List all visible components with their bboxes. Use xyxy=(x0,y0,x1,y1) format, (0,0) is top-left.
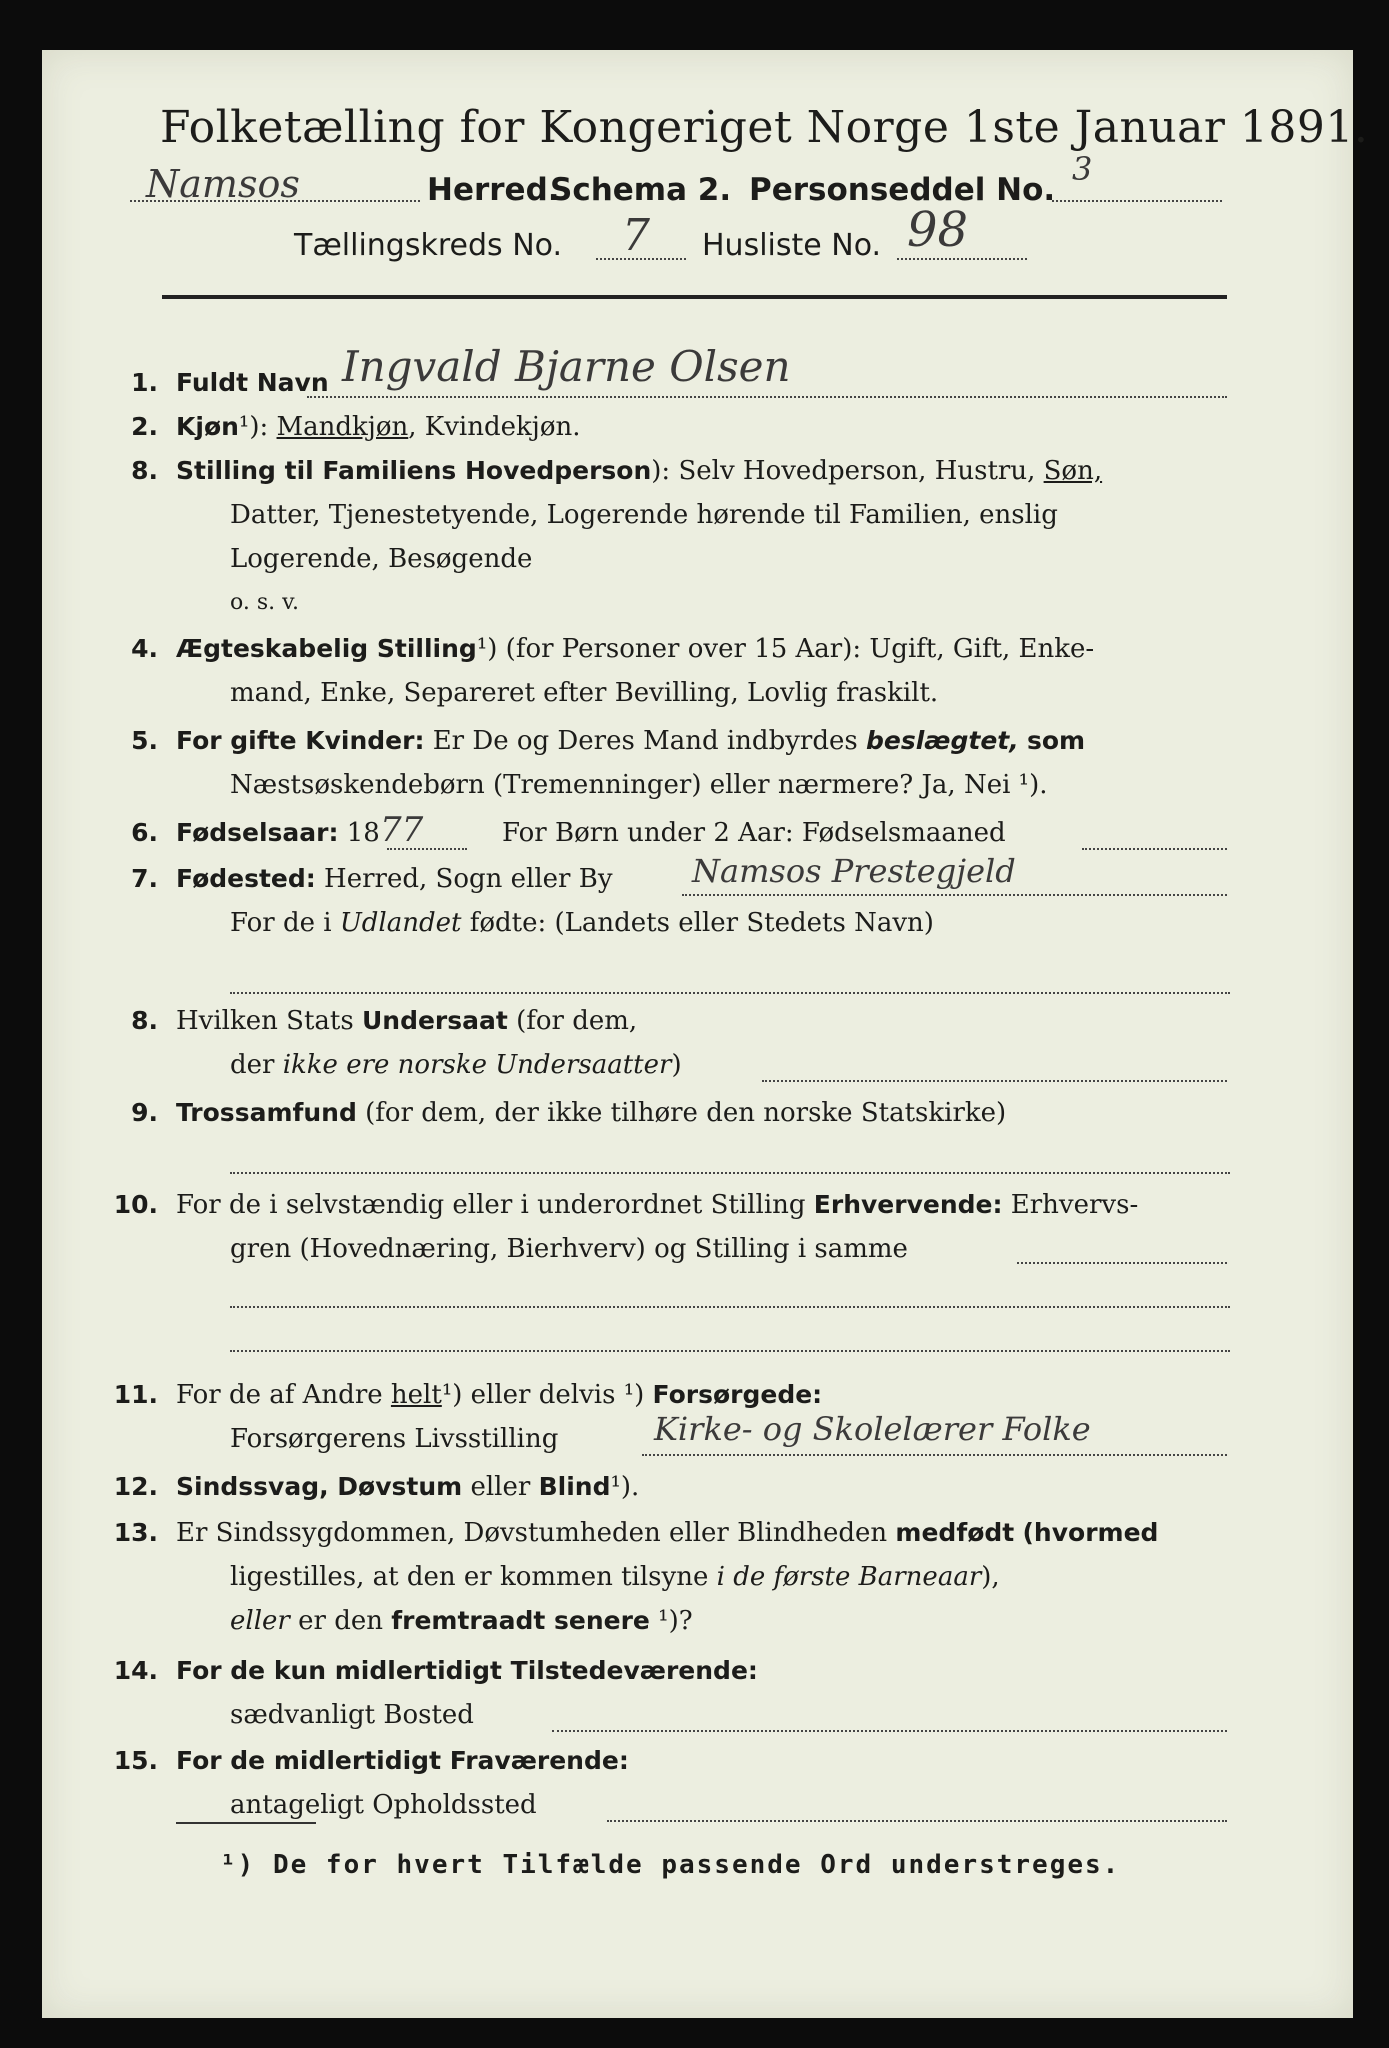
birthplace-dotted-line xyxy=(682,894,1227,896)
item-text: (for dem, xyxy=(516,1006,638,1036)
item-label: Erhvervende: xyxy=(813,1190,1003,1219)
item-label: Fuldt Navn xyxy=(176,368,329,397)
item-text: ) xyxy=(671,1050,682,1080)
item-label: Fødselsaar: xyxy=(176,818,339,847)
item-number: 9. xyxy=(131,1098,158,1127)
item-number: 6. xyxy=(131,818,158,847)
provider-occupation-value: Kirke- og Skolelærer Folke xyxy=(654,1410,1091,1448)
item-text-line: sædvanligt Bosted xyxy=(230,1700,474,1730)
item-number: 12. xyxy=(113,1472,158,1501)
abode-dotted-line xyxy=(607,1820,1227,1822)
item-number: 8. xyxy=(131,1006,158,1035)
item-text: beslægtet, xyxy=(865,726,1019,755)
item-text: eller xyxy=(230,1606,290,1636)
provider-dotted-line xyxy=(642,1454,1227,1456)
item-text: Udlandet xyxy=(339,908,462,938)
item-text: Er De og Deres Mand indbyrdes xyxy=(432,726,858,756)
kreds-label: Tællingskreds No. xyxy=(294,228,562,263)
kreds-value: 7 xyxy=(622,210,650,261)
schema-label: Schema 2. xyxy=(550,172,732,208)
item-text: ligestilles, at den er kommen tilsyne xyxy=(230,1562,717,1592)
option-kvindekjon: , Kvindekjøn. xyxy=(408,412,581,442)
item-text-line: mand, Enke, Separeret efter Bevilling, Lovlig fraskilt. xyxy=(230,678,939,708)
item-text: Herred, Sogn eller By xyxy=(324,864,613,894)
item-text: er den xyxy=(289,1606,392,1636)
item-label: Trossamfund xyxy=(176,1098,357,1127)
occupation-dotted-line-3 xyxy=(230,1350,1230,1352)
item-text: fødte: (Landets eller Stedets Navn) xyxy=(461,908,934,938)
herred-label: Herred. xyxy=(427,172,560,208)
item-label: Hvilken Stats xyxy=(176,1006,354,1036)
item-number: 1. xyxy=(131,368,158,397)
item-label: For gifte Kvinder: xyxy=(176,726,425,755)
birth-month-dotted-line xyxy=(1082,848,1227,850)
item-text: (hvormed xyxy=(1022,1518,1159,1547)
item-text: der xyxy=(230,1050,283,1080)
item-number: 10. xyxy=(113,1190,158,1219)
option-mandkjon-underlined: Mandkjøn xyxy=(276,412,409,442)
item-text-line: gren (Hovednæring, Bierhverv) og Stilling i samme xyxy=(230,1234,908,1264)
item-number: 8. xyxy=(131,456,158,485)
item-number: 5. xyxy=(131,726,158,755)
footnote-rule xyxy=(176,1822,316,1824)
item-label: Ægteskabelig Stilling xyxy=(176,634,477,663)
item-number: 4. xyxy=(131,634,158,663)
occupation-dotted-line-2 xyxy=(230,1306,1230,1308)
item-text: Er Sindssygdommen, Døvstumheden eller Blindheden xyxy=(176,1518,888,1548)
item-text: Erhvervs- xyxy=(1010,1190,1139,1220)
foreign-birthplace-dotted-line xyxy=(230,992,1230,994)
personseddel-label: Personseddel No. xyxy=(749,172,1056,208)
item-label: Stilling til Familiens Hovedperson xyxy=(176,456,652,485)
item-text-line: antageligt Opholdssted xyxy=(230,1790,537,1820)
occupation-dotted-line xyxy=(1017,1262,1227,1264)
herred-value: Namsos xyxy=(146,162,300,206)
birth-year-value: 77 xyxy=(380,810,424,850)
item-number: 13. xyxy=(113,1518,158,1547)
item-number: 2. xyxy=(131,412,158,441)
religion-dotted-line xyxy=(230,1172,1230,1174)
item-text: ): xyxy=(249,412,277,442)
husliste-dotted-line xyxy=(897,258,1027,260)
item-text-line: Logerende, Besøgende xyxy=(230,544,533,574)
birth-year-prefix: 18 xyxy=(346,818,380,848)
residence-dotted-line xyxy=(552,1730,1227,1732)
full-name-value: Ingvald Bjarne Olsen xyxy=(342,342,791,391)
citizenship-dotted-line xyxy=(762,1080,1227,1082)
option-helt-underlined: helt xyxy=(390,1380,442,1410)
item-label: For de midlertidigt Fraværende: xyxy=(176,1746,629,1775)
item-number: 7. xyxy=(131,864,158,893)
item-text: For de i selvstændig eller i underordnet Stilling xyxy=(176,1190,806,1220)
item-text: i de første Barneaar xyxy=(716,1562,982,1592)
item-text: For de af Andre xyxy=(176,1380,383,1410)
footnote-mark: ¹ xyxy=(238,412,250,442)
item-text: ), xyxy=(981,1562,1000,1592)
item-text: ): Selv Hovedperson, Hustru, xyxy=(651,456,1036,486)
personseddel-value: 3 xyxy=(1072,150,1093,188)
personseddel-dotted-line xyxy=(1052,200,1222,202)
item-text-line: Datter, Tjenestetyende, Logerende hørende til Familien, enslig xyxy=(230,500,1058,530)
item-text-line: Næstsøskendebørn (Tremenninger) eller nærmere? Ja, Nei ¹). xyxy=(230,770,1048,800)
birthplace-value: Namsos Prestegjeld xyxy=(692,852,1016,890)
item-text: For Børn under 2 Aar: Fødselsmaaned xyxy=(502,818,1006,848)
item-label: Blind xyxy=(538,1472,611,1501)
item-text: (for dem, der ikke tilhøre den norske Statskirke) xyxy=(365,1098,1007,1128)
item-label: Kjøn xyxy=(176,412,239,441)
footnote: ¹) De for hvert Tilfælde passende Ord understreges. xyxy=(220,1850,1121,1880)
header-rule xyxy=(162,295,1227,299)
item-text: ¹)? xyxy=(649,1606,693,1636)
item-label: Undersaat xyxy=(361,1006,508,1035)
husliste-value: 98 xyxy=(907,202,969,258)
item-text: eller xyxy=(462,1472,539,1502)
item-text-line: o. s. v. xyxy=(230,590,299,615)
item-label: Sindssvag, Døvstum xyxy=(176,1472,463,1501)
census-form-sheet: Folketælling for Kongeriget Norge 1ste Januar 1891. Namsos Herred. Schema 2. Personseddel No. 3 Tællingskreds No. 7 Husliste No. 98 1. Fuldt Navn Ingvald Bjarne Olsen 2. Kjøn¹): Mandkjøn, Kvindekjøn. 8. Stilling til Familiens Hovedperson): Selv Hovedperson, Hustru, Søn, Datter, Tjenestetyende, Logerende hørende til Familien, enslig Logerende, Besøgende o. s. v. 4. Ægteskabelig Stilling¹) (for Personer over 15 Aar): Ugift, Gift, Enke- mand, Enke, Separeret efter Bevilling, Lovlig fraskilt. 5. For gifte Kvinder: Er De og Deres Mand indbyrdes beslægtet, som Næstsøskendebørn (Tremenninger) eller nærmere? Ja, Nei ¹). 6. Fødselsaar: 18 77 For Børn under 2 Aar: Fødselsmaaned 7. Fødested: Herred, Sogn eller By Namsos Prestegjeld For de i Udlandet fødte: (Landets eller Stedets Navn) 8. Hvilken Stats Undersaat (for dem, der ikke ere norske Undersaatter) 9. Trossamfund (for dem, der ikke tilhøre den norske Statskirke) 10. For de i selvstændig eller i underordnet Stilling Erhvervende: Erhvervs- gren (Hovednæring, Bierhverv) og Stilling i samme 11. For de af Andre helt¹) eller delvis ¹) Forsørgede: Forsørgerens Livsstilling Kirke- og Skolelærer Folke 12. Sindssvag, Døvstum eller Blind¹). 13. Er Sindssygdommen, Døvstumheden eller Blindheden medfødt (hvormed ligestilles, at den er kommen tilsyne i de første Barneaar), eller er den fremtraadt senere ¹)? 14. For de kun midlertidigt Tilstedeværende: sædvanligt Bosted 15. For de midlertidigt Fraværende: antageligt Opholdssted ¹) De for hvert Tilfælde passende Ord understreges. xyxy=(42,50,1353,2018)
item-text-line: Forsørgerens Livsstilling xyxy=(230,1424,559,1454)
item-text: ¹). xyxy=(610,1472,640,1502)
item-label: Fødested: xyxy=(176,864,316,893)
option-son-underlined: Søn, xyxy=(1043,456,1103,486)
item-number: 15. xyxy=(113,1746,158,1775)
item-number: 14. xyxy=(113,1656,158,1685)
husliste-label: Husliste No. xyxy=(702,228,882,263)
item-text: ¹) eller delvis ¹) xyxy=(441,1380,645,1410)
item-text: ) (for Personer over 15 Aar): Ugift, Gift, Enke- xyxy=(487,634,1095,664)
item-number: 11. xyxy=(113,1380,158,1409)
item-label: medfødt xyxy=(895,1518,1015,1547)
form-title: Folketælling for Kongeriget Norge 1ste Januar 1891. xyxy=(160,102,1369,153)
item-text: ikke ere norske Undersaatter xyxy=(282,1050,672,1080)
item-label: For de kun midlertidigt Tilstedeværende: xyxy=(176,1656,758,1685)
item-label: fremtraadt senere xyxy=(391,1606,650,1635)
item-text: som xyxy=(1027,726,1086,755)
item-label: Forsørgede: xyxy=(652,1380,823,1409)
name-dotted-line xyxy=(307,396,1227,398)
item-text: For de i xyxy=(230,908,340,938)
